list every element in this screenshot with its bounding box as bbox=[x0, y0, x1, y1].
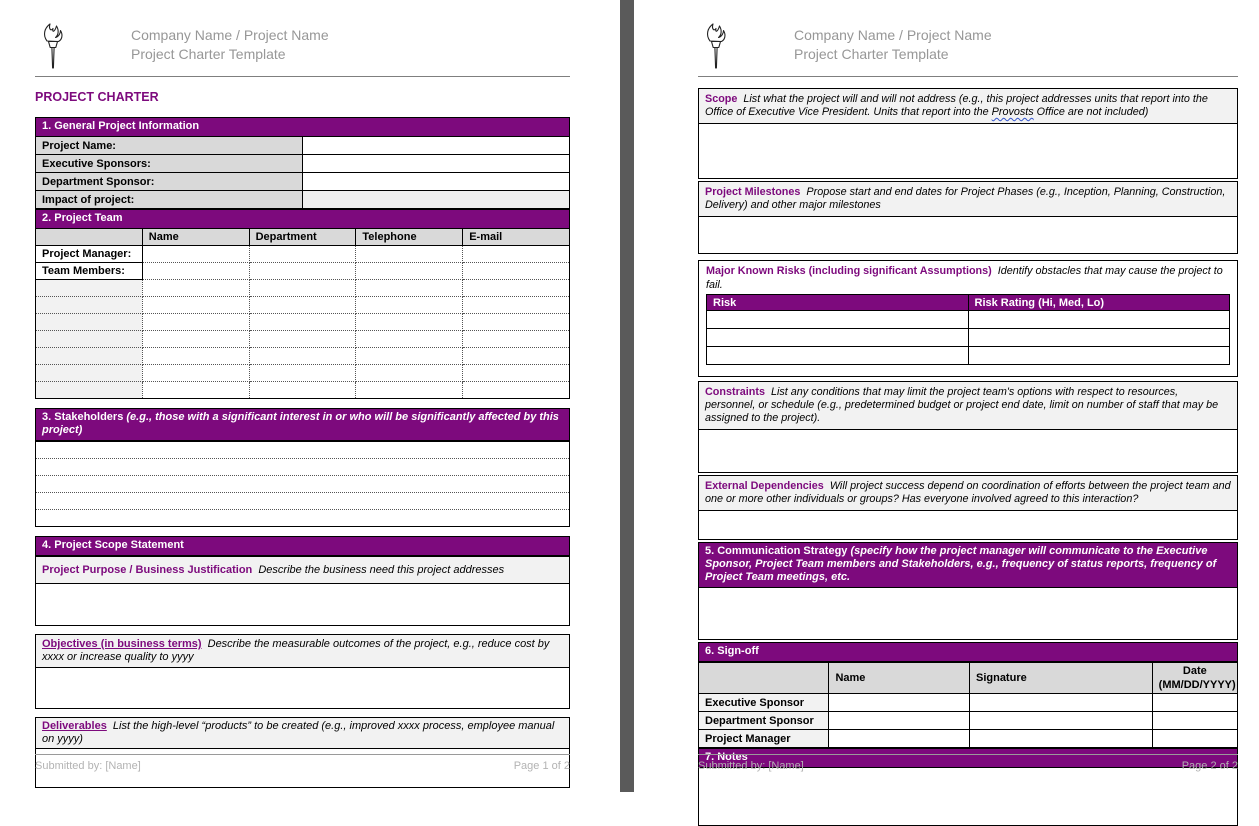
risk-rating-cell[interactable] bbox=[968, 347, 1230, 365]
company-name-line: Company Name / Project Name bbox=[794, 27, 992, 43]
header-rule bbox=[35, 76, 570, 77]
team-cell[interactable] bbox=[463, 280, 570, 297]
dependencies-description: Will project success depend on coordination of efforts between the project team and one or more other individuals or groups? Has everyone involved agreed to this interaction? bbox=[705, 480, 1231, 505]
page1-header bbox=[35, 22, 570, 74]
section-1-header: 1. General Project Information bbox=[36, 118, 570, 137]
project-manager-row-label: Project Manager bbox=[699, 730, 829, 748]
team-cell[interactable] bbox=[142, 297, 249, 314]
stakeholder-row[interactable] bbox=[36, 459, 570, 476]
deliverables-box bbox=[35, 717, 570, 788]
team-cell[interactable] bbox=[463, 331, 570, 348]
risk-rating-cell[interactable] bbox=[968, 329, 1230, 347]
scope-field[interactable] bbox=[699, 124, 1237, 178]
team-cell[interactable] bbox=[249, 314, 356, 331]
team-cell[interactable] bbox=[463, 348, 570, 365]
stakeholder-row[interactable] bbox=[36, 476, 570, 493]
team-cell[interactable] bbox=[463, 314, 570, 331]
team-cell[interactable] bbox=[36, 365, 143, 382]
team-cell[interactable] bbox=[142, 365, 249, 382]
risk-cell[interactable] bbox=[707, 329, 969, 347]
team-cell[interactable] bbox=[463, 365, 570, 382]
impact-field[interactable] bbox=[303, 191, 570, 209]
signoff-signature-cell[interactable] bbox=[969, 730, 1152, 748]
submitted-by-text: Submitted by: [Name] bbox=[35, 760, 141, 772]
team-cell[interactable] bbox=[142, 382, 249, 399]
executive-sponsors-label: Executive Sponsors: bbox=[36, 155, 303, 173]
notes-field[interactable] bbox=[698, 768, 1238, 826]
milestones-label: Project Milestones bbox=[705, 186, 801, 198]
risk-cell[interactable] bbox=[707, 311, 969, 329]
section-5-title: 5. Communication Strategy bbox=[705, 545, 848, 557]
project-manager-row-label: Project Manager: bbox=[36, 246, 143, 263]
purpose-description: Describe the business need this project addresses bbox=[258, 564, 505, 576]
constraints-label: Constraints bbox=[705, 386, 765, 398]
signoff-col-name: Name bbox=[829, 663, 970, 694]
signoff-name-cell[interactable] bbox=[829, 694, 970, 712]
objectives-label: Objectives (in business terms) bbox=[42, 638, 202, 650]
section-2-header: 2. Project Team bbox=[36, 210, 570, 229]
date-header-line1: Date bbox=[1182, 665, 1207, 677]
section-6-header: 6. Sign-off bbox=[698, 642, 1238, 662]
risks-label-row bbox=[706, 264, 1230, 292]
constraints-label-row bbox=[699, 382, 1237, 430]
team-cell[interactable] bbox=[36, 331, 143, 348]
team-cell[interactable] bbox=[249, 280, 356, 297]
team-cell[interactable] bbox=[249, 365, 356, 382]
footer-rule bbox=[35, 754, 570, 755]
project-name-field[interactable] bbox=[303, 137, 570, 155]
risk-col-header: Risk bbox=[707, 295, 969, 311]
team-cell[interactable] bbox=[356, 365, 463, 382]
page2-header bbox=[698, 22, 1238, 74]
team-cell[interactable] bbox=[249, 246, 356, 263]
team-cell[interactable] bbox=[463, 246, 570, 263]
footer-rule bbox=[698, 754, 1238, 755]
signoff-name-cell[interactable] bbox=[829, 730, 970, 748]
risks-box bbox=[698, 260, 1238, 377]
page-2 bbox=[634, 0, 1259, 792]
team-cell[interactable] bbox=[142, 280, 249, 297]
team-cell[interactable] bbox=[356, 314, 463, 331]
objectives-description: Describe the measurable outcomes of the project, e.g., reduce cost by xxxx or increase quality to yyyy bbox=[42, 638, 550, 663]
signoff-date-cell[interactable] bbox=[1152, 712, 1237, 730]
department-sponsor-field[interactable] bbox=[303, 173, 570, 191]
dependencies-label: External Dependencies bbox=[705, 480, 824, 492]
scope-label: Scope bbox=[705, 93, 738, 105]
provosts-link[interactable]: Provosts bbox=[991, 106, 1034, 118]
signoff-table bbox=[698, 662, 1238, 748]
general-info-table bbox=[35, 117, 570, 209]
risk-rating-cell[interactable] bbox=[968, 311, 1230, 329]
team-col-name: Name bbox=[142, 229, 249, 246]
objectives-field[interactable] bbox=[36, 668, 569, 708]
team-cell[interactable] bbox=[249, 297, 356, 314]
constraints-description: List any conditions that may limit the project team's options with respect to resources, personnel, or schedule (e.g., predetermined budget or project end date, limit on number of staff that may be assigned to the project). bbox=[705, 386, 1219, 424]
deliverables-description: List the high-level “products” to be created (e.g., improved xxxx process, employee manual on yyyy) bbox=[42, 720, 555, 745]
signoff-col-blank bbox=[699, 663, 829, 694]
risks-description: Identify obstacles that may cause the project to fail. bbox=[706, 265, 1223, 291]
team-cell[interactable] bbox=[249, 263, 356, 280]
team-cell[interactable] bbox=[463, 382, 570, 399]
dependencies-field[interactable] bbox=[699, 511, 1237, 539]
team-col-email: E-mail bbox=[463, 229, 570, 246]
date-header-line2: (MM/DD/YYYY) bbox=[1158, 679, 1236, 691]
team-cell[interactable] bbox=[142, 348, 249, 365]
team-cell[interactable] bbox=[356, 382, 463, 399]
constraints-box bbox=[698, 381, 1238, 473]
milestones-label-row bbox=[699, 182, 1237, 217]
section-3-subtitle: (e.g., those with a significant interest in or who will be significantly affected by this project) bbox=[42, 411, 559, 436]
team-cell[interactable] bbox=[463, 263, 570, 280]
scope-description-before: List what the project will and will not address (e.g., this project addresses units that report into the Office of Executive Vice President. Units that report into the bbox=[705, 93, 1208, 118]
team-cell[interactable] bbox=[142, 246, 249, 263]
torch-logo-icon bbox=[701, 22, 731, 72]
risks-label: Major Known Risks (including significant Assumptions) bbox=[706, 265, 992, 277]
team-cell[interactable] bbox=[36, 280, 143, 297]
template-name-line: Project Charter Template bbox=[131, 46, 286, 62]
signoff-date-cell[interactable] bbox=[1152, 694, 1237, 712]
risk-rating-col-header: Risk Rating (Hi, Med, Lo) bbox=[968, 295, 1230, 311]
purpose-box bbox=[35, 556, 570, 626]
deliverables-label: Deliverables bbox=[42, 720, 107, 732]
team-cell[interactable] bbox=[36, 297, 143, 314]
team-cell[interactable] bbox=[463, 297, 570, 314]
objectives-label-row bbox=[36, 635, 569, 668]
scope-box bbox=[698, 88, 1238, 179]
team-cell[interactable] bbox=[142, 263, 249, 280]
page-number-text: Page 1 of 2 bbox=[513, 760, 570, 772]
exec-sponsor-row-label: Executive Sponsor bbox=[699, 694, 829, 712]
objectives-box bbox=[35, 634, 570, 709]
team-cell[interactable] bbox=[356, 331, 463, 348]
team-cell[interactable] bbox=[36, 314, 143, 331]
company-name-line: Company Name / Project Name bbox=[131, 27, 329, 43]
section-4-header: 4. Project Scope Statement bbox=[35, 536, 570, 556]
section-3-header bbox=[35, 408, 570, 441]
page-title: PROJECT CHARTER bbox=[35, 90, 159, 104]
page2-footer bbox=[698, 754, 1238, 772]
milestones-description: Propose start and end dates for Project Phases (e.g., Inception, Planning, Construction, Delivery) and other major milestones bbox=[705, 186, 1226, 211]
team-cell[interactable] bbox=[142, 331, 249, 348]
torch-logo-icon bbox=[38, 22, 68, 72]
purpose-label: Project Purpose / Business Justification bbox=[42, 564, 253, 576]
dependencies-label-row bbox=[699, 476, 1237, 511]
team-cell[interactable] bbox=[356, 280, 463, 297]
purpose-field[interactable] bbox=[36, 584, 569, 625]
section-5-header bbox=[698, 542, 1238, 588]
header-rule bbox=[698, 76, 1238, 77]
team-cell[interactable] bbox=[356, 348, 463, 365]
team-col-telephone: Telephone bbox=[356, 229, 463, 246]
team-col-blank bbox=[36, 229, 143, 246]
project-name-label: Project Name: bbox=[36, 137, 303, 155]
department-sponsor-label: Department Sponsor: bbox=[36, 173, 303, 191]
dept-sponsor-row-label: Department Sponsor bbox=[699, 712, 829, 730]
signoff-signature-cell[interactable] bbox=[969, 694, 1152, 712]
stakeholder-row[interactable] bbox=[36, 493, 570, 510]
signoff-signature-cell[interactable] bbox=[969, 712, 1152, 730]
stakeholder-row[interactable] bbox=[36, 442, 570, 459]
risk-table bbox=[706, 294, 1230, 365]
scope-label-row bbox=[699, 89, 1237, 124]
section-5-subtitle: (specify how the project manager will communicate to the Executive Sponsor, Project Team members and Stakeholders, e.g., frequency of status reports, frequency of Project Team meetings, etc. bbox=[705, 545, 1217, 583]
team-cell[interactable] bbox=[356, 263, 463, 280]
team-cell[interactable] bbox=[36, 382, 143, 399]
signoff-name-cell[interactable] bbox=[829, 712, 970, 730]
team-cell[interactable] bbox=[36, 348, 143, 365]
section-7-header: 7. Notes bbox=[698, 748, 1238, 768]
team-cell[interactable] bbox=[249, 331, 356, 348]
milestones-field[interactable] bbox=[699, 217, 1237, 253]
team-cell[interactable] bbox=[356, 246, 463, 263]
page1-footer bbox=[35, 754, 570, 772]
submitted-by-text: Submitted by: [Name] bbox=[698, 760, 804, 772]
impact-label: Impact of project: bbox=[36, 191, 303, 209]
communication-field[interactable] bbox=[698, 588, 1238, 640]
team-cell[interactable] bbox=[249, 382, 356, 399]
deliverables-label-row bbox=[36, 718, 569, 749]
stakeholders-table bbox=[35, 441, 570, 527]
template-name-line: Project Charter Template bbox=[794, 46, 949, 62]
stakeholder-row[interactable] bbox=[36, 510, 570, 527]
executive-sponsors-field[interactable] bbox=[303, 155, 570, 173]
purpose-label-row bbox=[36, 557, 569, 584]
milestones-box bbox=[698, 181, 1238, 254]
team-cell[interactable] bbox=[142, 314, 249, 331]
signoff-col-date bbox=[1152, 663, 1237, 694]
team-col-department: Department bbox=[249, 229, 356, 246]
page-1 bbox=[0, 0, 620, 792]
constraints-field[interactable] bbox=[699, 430, 1237, 472]
scope-description-after: Office are not included) bbox=[1033, 106, 1149, 118]
page-number-text: Page 2 of 2 bbox=[1181, 760, 1238, 772]
team-cell[interactable] bbox=[356, 297, 463, 314]
risk-cell[interactable] bbox=[707, 347, 969, 365]
team-cell[interactable] bbox=[249, 348, 356, 365]
dependencies-box bbox=[698, 475, 1238, 540]
project-team-table bbox=[35, 209, 570, 399]
page-divider bbox=[620, 0, 634, 792]
signoff-col-signature: Signature bbox=[969, 663, 1152, 694]
team-members-row-label: Team Members: bbox=[36, 263, 143, 280]
signoff-date-cell[interactable] bbox=[1152, 730, 1237, 748]
section-3-title: 3. Stakeholders bbox=[42, 411, 124, 423]
